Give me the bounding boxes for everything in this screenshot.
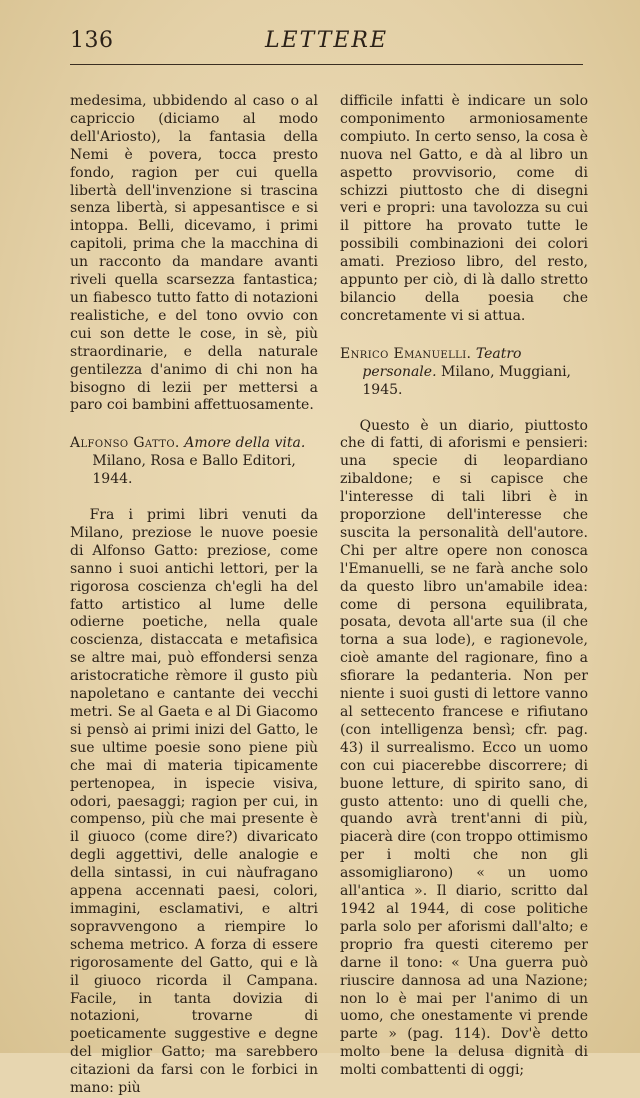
page-header (70, 28, 583, 65)
review-title: Teatro personale. (362, 345, 522, 380)
review-heading-emanuelli (340, 346, 588, 400)
page-number: 136 (70, 28, 114, 53)
review-title: Amore della vita. (184, 435, 306, 452)
running-title: LETTERE (264, 28, 389, 53)
review-publication: Milano, Muggiani, 1945. (362, 363, 572, 398)
review-publication: Milano, Rosa e Ballo Editori, 1944. (92, 453, 296, 488)
paragraph-continued-right: difficile infatti è indicare un solo componimento armoniosamente compiuto. In certo senso, la cosa è nuova nel Gatto, e dà al libro un aspetto provvisorio, come di schizzi piuttosto che di disegni veri e propri: una tavolozza su cui il pittore ha provato tutte le possibili combinazioni dei colori amati. Prezioso libro, del resto, appunto per ciò, di là dallo stretto bilancio della poesia che concretamente vi si attua. (340, 93, 588, 324)
paragraph-continued: medesima, ubbidendo al caso o al capriccio (diciamo al modo dell'Ariosto), la fantasia della Nemi è povera, tocca presto fondo, ragion per cui quella libertà dell'invenzione si trascina senza libertà, si appesantisce e si intoppa. Belli, dicevamo, i primi capitoli, prima che la macchina di un racconto da mandare avanti riveli quella scarsezza fantastica; un fiabesco tutto fatto di notazioni realistiche, e del tono ovvio con cui son dette le cose, in sè, più straordinarie, e della naturale gentilezza d'animo di chi non ha bisogno di lezii per mettersi a paro coi bambini affettuosamente. (70, 93, 318, 414)
review-heading-gatto (70, 435, 318, 489)
review-body-emanuelli: Questo è un diario, piuttosto che di fatti, di aforismi e pensieri: una specie di leopardiano zibaldone; e si capisce che l'interesse di tali libri è in proporzione dell'interesse che suscita la personalità dell'autore. Chi per altre opere non conosca l'Emanuelli, se ne farà anche solo da questo libro un'amabile idea: come di persona equilibrata, posata, devota all'arte sua (il che torna a sua lode), e ragionevole, cioè amante del ragionare, fino a sfiorare la pedanteria. Non per niente i suoi gusti di lettore vanno al settecento francese e rifiutano (con intelligenza bensì; cfr. pag. 43) il surrealismo. Ecco un uomo con cui piacerebbe discorrere; di buone letture, di spirito sano, di gusto attento: uno di quelli che, quando avrà trent'anni di più, piacerà dire (con troppo ottimismo per i molti che non gli assomigliarono) « un uomo all'antica ». Il diario, scritto dal 1942 al 1944, di cose politiche parla solo per aforismi dall'alto; e proprio fra questi citeremo per darne il tono: « Una guerra può riuscire dannosa ad una Nazione; non lo è mai per l'animo di un uomo, che onestamente vi prende parte » (pag. 114). Dov'è detto molto bene la delusa dignità di molti combattenti di oggi; (340, 417, 588, 1079)
review-author: Alfonso Gatto. (70, 435, 180, 452)
review-body-gatto: Fra i primi libri venuti da Milano, preziose le nuove poesie di Alfonso Gatto: preziose, come sanno i suoi antichi lettori, per la rigorosa coscienza ch'egli ha del fatto artistico al lume delle odierne poetiche, nella quale coscienza, distaccata e metafisica se altre mai, può effondersi senza aristocratiche rèmore il gusto più napoletano e cantante dei vecchi metri. Se al Gaeta e al Di Giacomo si pensò ai primi inizi del Gatto, le sue ultime poesie sono piene più che mai di materia tipicamente pertenopea, in ispecie visiva, odori, paesaggi; ragion per cui, in compenso, più che mai presente è il giuoco (come dire?) divaricato degli aggettivi, delle analogie e della sintassi, in cui nàufragano appena accennati paesi, colori, immagini, esclamativi, e altri sopravvengono a riempire lo schema metrico. A forza di essere rigorosamente del Gatto, qui e là il giuoco ricorda il Campana. Facile, in tanta dovizia di notazioni, trovarne di poeticamente suggestive e degne del miglior Gatto; ma sarebbero citazioni da farsi con le forbici in mano: più (70, 507, 318, 1097)
right-column (340, 93, 588, 1080)
left-column (70, 93, 318, 1098)
review-author: Enrico Emanuelli. (340, 345, 472, 362)
